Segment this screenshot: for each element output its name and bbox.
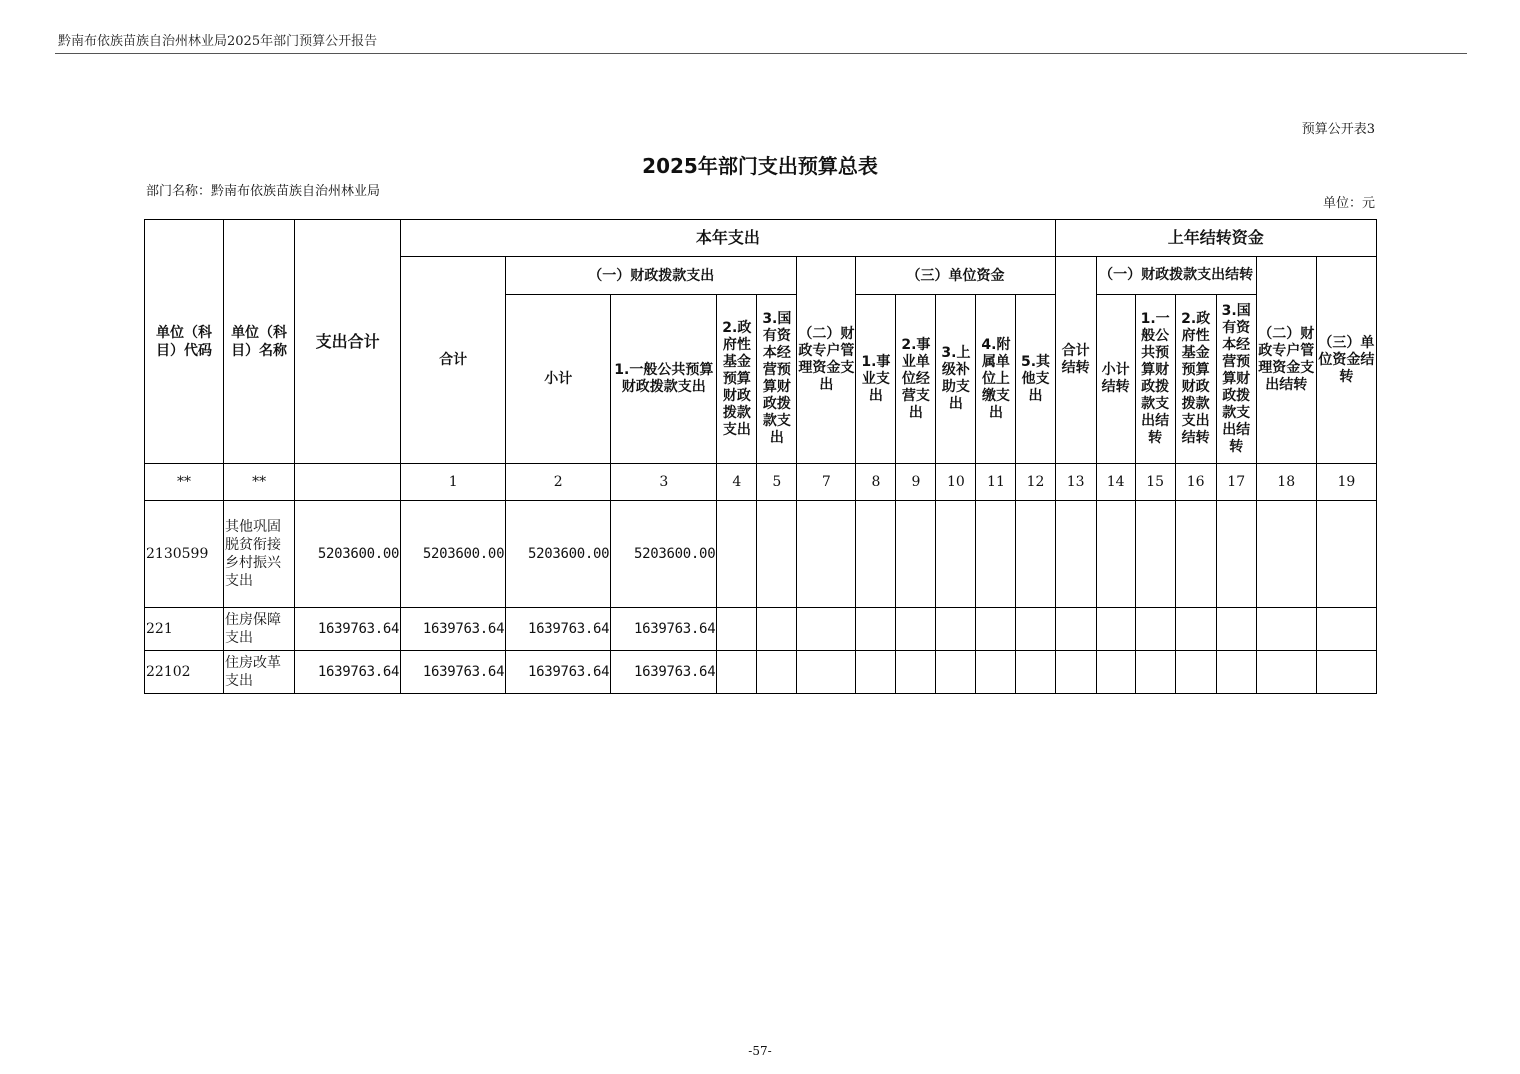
row-value-cell: 1639763.64 <box>506 651 611 694</box>
header-py-sum: 合计结转 <box>1055 257 1096 464</box>
header-cy-fiscal-state-capital: 3.国有资本经营预算财政拨款支出 <box>757 295 797 464</box>
header-cy-unit-superior: 3.上级补助支出 <box>936 295 976 464</box>
row-value-cell <box>717 651 757 694</box>
row-value-cell <box>1256 608 1316 651</box>
column-index-cell: 8 <box>856 464 896 501</box>
header-cy-unit-affiliated: 4.附属单位上缴支出 <box>976 295 1016 464</box>
table-row <box>145 651 1377 694</box>
header-cy-fiscal: （一）财政拨款支出 <box>506 257 797 295</box>
header-cy-fiscal-gov-fund: 2.政府性基金预算财政拨款支出 <box>717 295 757 464</box>
column-index-cell: 19 <box>1316 464 1376 501</box>
row-value-cell: 5203600.00 <box>611 501 717 608</box>
row-value-cell <box>797 501 856 608</box>
row-value-cell <box>1055 501 1096 608</box>
row-value-cell: 1639763.64 <box>611 651 717 694</box>
row-value-cell <box>1216 651 1256 694</box>
column-index-cell: 13 <box>1055 464 1096 501</box>
row-value-cell <box>896 651 936 694</box>
column-index-cell: 3 <box>611 464 717 501</box>
row-value-cell <box>797 608 856 651</box>
page-title: 2025年部门支出预算总表 <box>642 154 878 178</box>
row-value-cell <box>717 608 757 651</box>
header-py-fiscal-subtotal: 小计结转 <box>1096 295 1135 464</box>
page-number: -57- <box>748 1044 772 1058</box>
row-value-cell: 1639763.64 <box>295 651 401 694</box>
header-cy-unit-business: 1.事业支出 <box>856 295 896 464</box>
row-value-cell: 1639763.64 <box>506 608 611 651</box>
row-value-cell <box>856 651 896 694</box>
table-row <box>145 501 1377 608</box>
row-value-cell <box>936 501 976 608</box>
column-index-cell: 4 <box>717 464 757 501</box>
column-index-row <box>145 464 1377 501</box>
header-cy-fiscal-subtotal: 小计 <box>506 295 611 464</box>
running-header: 黔南布依族苗族自治州林业局2025年部门预算公开报告 <box>58 34 378 49</box>
column-index-cell: 10 <box>936 464 976 501</box>
table-row <box>145 608 1377 651</box>
row-value-cell <box>976 608 1016 651</box>
row-value-cell <box>1016 608 1055 651</box>
column-index-cell: 7 <box>797 464 856 501</box>
header-rule <box>55 53 1467 54</box>
unit-label: 单位：元 <box>1322 196 1375 211</box>
row-value-cell <box>1135 608 1175 651</box>
table-number: 预算公开表3 <box>1301 122 1375 137</box>
column-index-cell: 12 <box>1016 464 1055 501</box>
budget-expenditure-table <box>144 219 1377 694</box>
row-value-cell <box>1016 651 1055 694</box>
column-index-cell: ** <box>145 464 224 501</box>
row-value-cell <box>896 608 936 651</box>
header-py-fiscal-state-capital: 3.国有资本经营预算财政拨款支出结转 <box>1216 295 1256 464</box>
row-value-cell <box>1175 651 1216 694</box>
row-code: 2130599 <box>145 501 224 608</box>
header-total: 支出合计 <box>295 220 401 464</box>
row-value-cell <box>936 651 976 694</box>
column-index-cell: 16 <box>1175 464 1216 501</box>
column-index-cell <box>295 464 401 501</box>
header-current-year: 本年支出 <box>401 220 1055 257</box>
column-index-cell: 15 <box>1135 464 1175 501</box>
header-unit-name: 单位（科目）名称 <box>224 220 295 464</box>
header-unit-code: 单位（科目）代码 <box>145 220 224 464</box>
row-value-cell <box>1135 501 1175 608</box>
row-value-cell <box>1316 501 1376 608</box>
row-value-cell <box>1096 501 1135 608</box>
header-cy-unit-other: 5.其他支出 <box>1016 295 1055 464</box>
column-index-cell: 14 <box>1096 464 1135 501</box>
row-value-cell <box>976 651 1016 694</box>
row-name: 住房保障支出 <box>224 608 295 651</box>
row-value-cell <box>1316 651 1376 694</box>
row-value-cell: 1639763.64 <box>401 608 506 651</box>
row-value-cell <box>896 501 936 608</box>
row-value-cell: 1639763.64 <box>401 651 506 694</box>
column-index-cell: 2 <box>506 464 611 501</box>
column-index-cell: 11 <box>976 464 1016 501</box>
row-value-cell <box>1175 608 1216 651</box>
row-value-cell <box>1016 501 1055 608</box>
row-value-cell <box>1055 651 1096 694</box>
row-value-cell <box>1216 608 1256 651</box>
column-index-cell: 9 <box>896 464 936 501</box>
table-body <box>145 501 1377 694</box>
row-value-cell <box>757 651 797 694</box>
header-row-1 <box>145 220 1377 257</box>
row-code: 22102 <box>145 651 224 694</box>
row-value-cell: 1639763.64 <box>611 608 717 651</box>
row-value-cell <box>1096 608 1135 651</box>
row-value-cell <box>1256 651 1316 694</box>
header-py-fiscal-general: 1.一般公共预算财政拨款支出结转 <box>1135 295 1175 464</box>
header-py-special: （二）财政专户管理资金支出结转 <box>1256 257 1316 464</box>
row-value-cell <box>1316 608 1376 651</box>
header-py-unit-funds: （三）单位资金结转 <box>1316 257 1376 464</box>
row-value-cell <box>1216 501 1256 608</box>
column-index-cell: 17 <box>1216 464 1256 501</box>
row-value-cell <box>936 608 976 651</box>
department-name: 部门名称：黔南布依族苗族自治州林业局 <box>146 184 381 199</box>
header-cy-special: （二）财政专户管理资金支出 <box>797 257 856 464</box>
row-value-cell <box>1135 651 1175 694</box>
row-value-cell <box>1175 501 1216 608</box>
row-value-cell <box>856 501 896 608</box>
row-value-cell <box>757 608 797 651</box>
column-index-cell: ** <box>224 464 295 501</box>
header-cy-unit-funds: （三）单位资金 <box>856 257 1055 295</box>
row-value-cell <box>1055 608 1096 651</box>
row-value-cell: 5203600.00 <box>295 501 401 608</box>
row-code: 221 <box>145 608 224 651</box>
column-index-cell: 5 <box>757 464 797 501</box>
row-value-cell <box>757 501 797 608</box>
row-name: 其他巩固脱贫衔接乡村振兴支出 <box>224 501 295 608</box>
header-prev-year: 上年结转资金 <box>1055 220 1376 257</box>
header-cy-unit-operating: 2.事业单位经营支出 <box>896 295 936 464</box>
column-index-cell: 18 <box>1256 464 1316 501</box>
row-value-cell <box>1096 651 1135 694</box>
row-value-cell: 1639763.64 <box>295 608 401 651</box>
row-value-cell <box>797 651 856 694</box>
row-value-cell: 5203600.00 <box>401 501 506 608</box>
row-value-cell <box>1256 501 1316 608</box>
header-py-fiscal-gov-fund: 2.政府性基金预算财政拨款支出结转 <box>1175 295 1216 464</box>
row-value-cell: 5203600.00 <box>506 501 611 608</box>
row-value-cell <box>856 608 896 651</box>
row-value-cell <box>976 501 1016 608</box>
row-name: 住房改革支出 <box>224 651 295 694</box>
row-value-cell <box>717 501 757 608</box>
column-index-cell: 1 <box>401 464 506 501</box>
header-py-fiscal: （一）财政拨款支出结转 <box>1096 257 1256 295</box>
header-cy-sum: 合计 <box>401 257 506 464</box>
header-cy-fiscal-general: 1.一般公共预算财政拨款支出 <box>611 295 717 464</box>
